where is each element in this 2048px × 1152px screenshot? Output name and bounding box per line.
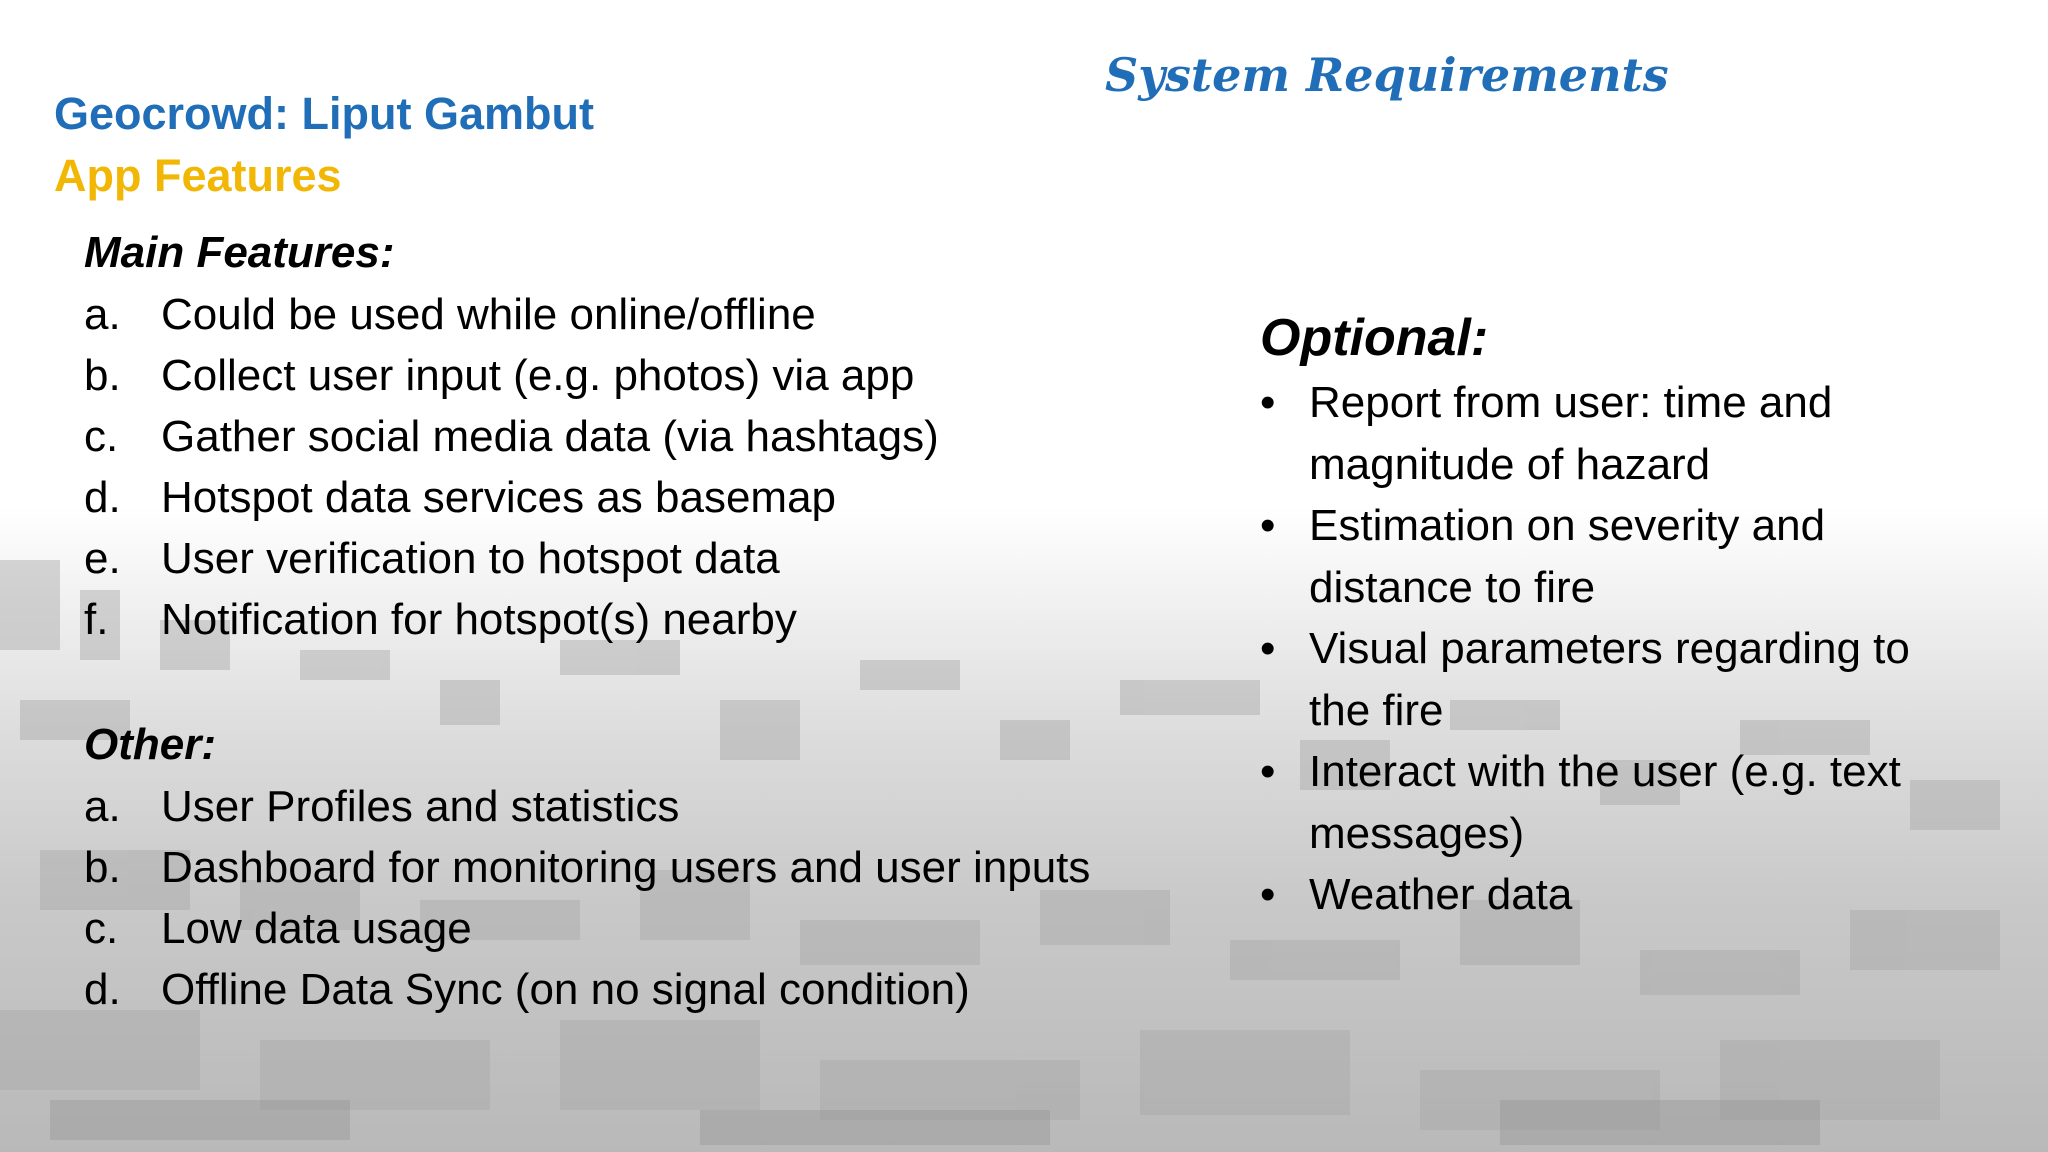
list-item (1260, 495, 1980, 618)
list-marker: b. (84, 843, 121, 892)
main-features-heading: Main Features: (84, 228, 395, 277)
list-item (84, 284, 939, 345)
bullet-icon: • (1260, 747, 1276, 796)
list-item (1260, 864, 1980, 926)
list-marker: a. (84, 782, 121, 831)
list-item-text: Report from user: time and magnitude of hazard (1309, 378, 1833, 489)
list-item (84, 589, 939, 650)
list-item-text: Collect user input (e.g. photos) via app (161, 351, 915, 400)
list-item (84, 776, 1090, 837)
list-item (84, 345, 939, 406)
presentation-subtitle: App Features (54, 150, 342, 201)
list-marker: a. (84, 290, 121, 339)
other-heading: Other: (84, 720, 216, 769)
list-marker: d. (84, 473, 121, 522)
bullet-icon: • (1260, 501, 1276, 550)
list-item-text: User Profiles and statistics (161, 782, 680, 831)
list-item (1260, 741, 1980, 864)
list-item-text: Could be used while online/offline (161, 290, 816, 339)
other-features-list (84, 776, 1090, 1020)
system-requirements-title: System Requirements (1105, 48, 1669, 102)
list-item (84, 898, 1090, 959)
list-marker: d. (84, 965, 121, 1014)
list-item (1260, 618, 1980, 741)
list-item-text: Dashboard for monitoring users and user inputs (161, 843, 1091, 892)
bullet-icon: • (1260, 378, 1276, 427)
list-item (84, 837, 1090, 898)
main-features-list (84, 284, 939, 650)
list-item (84, 528, 939, 589)
optional-features-list (1260, 372, 1980, 926)
list-marker: f. (84, 595, 109, 644)
list-marker: e. (84, 534, 121, 583)
list-marker: c. (84, 412, 119, 461)
list-item (84, 959, 1090, 1020)
presentation-title: Geocrowd: Liput Gambut (54, 88, 594, 139)
list-item-text: Low data usage (161, 904, 472, 953)
list-item-text: Gather social media data (via hashtags) (161, 412, 939, 461)
list-item (1260, 372, 1980, 495)
list-item-text: Hotspot data services as basemap (161, 473, 837, 522)
list-item-text: Weather data (1309, 870, 1573, 919)
bullet-icon: • (1260, 624, 1276, 673)
list-item-text: Interact with the user (e.g. text messages) (1309, 747, 1901, 858)
list-marker: c. (84, 904, 119, 953)
list-item-text: Estimation on severity and distance to fire (1309, 501, 1826, 612)
list-item-text: Offline Data Sync (on no signal condition) (161, 965, 970, 1014)
list-marker: b. (84, 351, 121, 400)
list-item (84, 406, 939, 467)
optional-heading: Optional: (1260, 309, 1489, 367)
list-item (84, 467, 939, 528)
list-item-text: User verification to hotspot data (161, 534, 780, 583)
bullet-icon: • (1260, 870, 1276, 919)
list-item-text: Notification for hotspot(s) nearby (161, 595, 797, 644)
list-item-text: Visual parameters regarding to the fire (1309, 624, 1910, 735)
